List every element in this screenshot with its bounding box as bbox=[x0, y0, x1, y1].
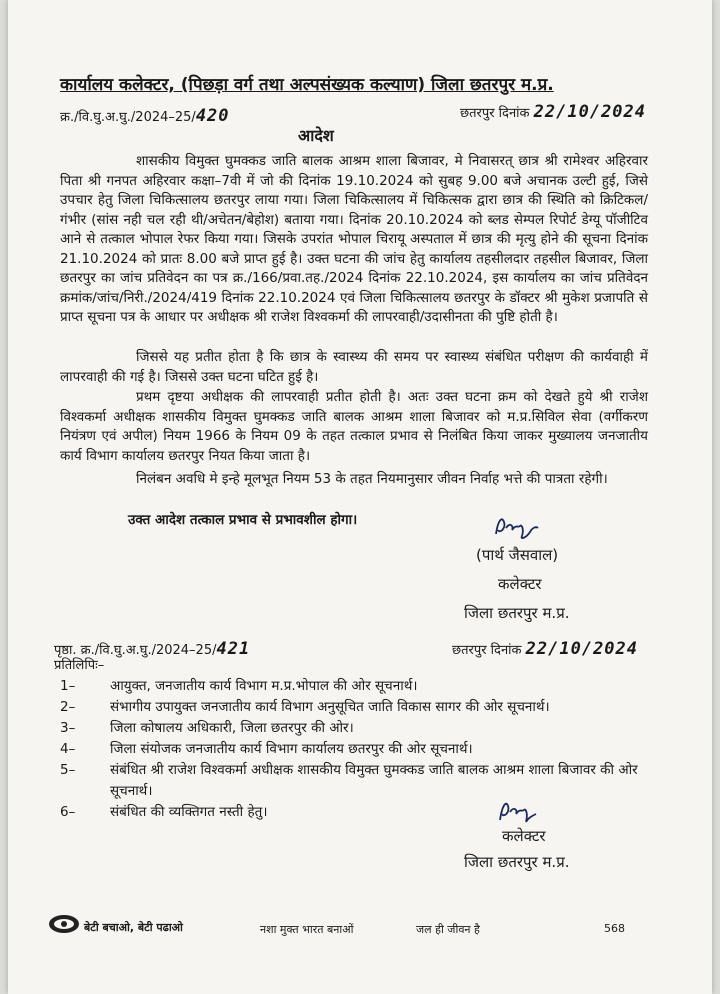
order-reference bbox=[60, 106, 230, 126]
endorsement-designation: कलेक्टर bbox=[502, 827, 546, 845]
endorsement-district: जिला छतरपुर म.प्र. bbox=[464, 853, 570, 871]
list-item bbox=[60, 760, 650, 802]
list-item-number: 1– bbox=[60, 678, 76, 694]
office-heading: कार्यालय कलेक्टर, (पिछड़ा वर्ग तथा अल्पसंख्यक कल्याण) जिला छतरपुर म.प्र. bbox=[60, 75, 554, 95]
list-item-text: संभागीय उपायुक्त जनजातीय कार्य विभाग अनुसूचित जाति विकास सागर की ओर सूचनार्थ। bbox=[110, 699, 550, 715]
list-item-text: जिला संयोजक जनजातीय कार्य विभाग कार्यालय छतरपुर की ओर सूचनार्थ। bbox=[110, 741, 473, 757]
signatory-designation: कलेक्टर bbox=[498, 575, 542, 593]
order-date-label: छतरपुर दिनांक bbox=[460, 106, 530, 121]
order-date bbox=[460, 102, 646, 122]
list-item bbox=[60, 676, 650, 697]
order-paragraph-4: निलंबन अवधि मे इन्हे मूलभूत नियम 53 के तहत नियमानुसार जीवन निर्वाह भत्ते की पात्रता रहेगी। bbox=[136, 471, 608, 487]
list-item bbox=[60, 739, 650, 760]
order-paragraph-1: शासकीय विमुक्त घुमक्कड जाति बालक आश्रम शाला बिजावर, मे निवासरत् छात्र श्री रामेश्वर अहिरवार पिता श्री गनपत अहिरवार कक्षा–7वी में जो की दिनांक 19.10.2024 को सुबह 9.00 बजे अचानक उल्टी हुई, जिसे उपचार हेतु जिला चिकित्सालय छतरपुर लाया गया। जिला चिकित्सालय में चिकित्सक द्वारा छात्र की स्थिति को क्रिटिकल/गंभीर (सांस नही चल रही थी/अचेतन/बेहोश) बताया गया। दिनांक 20.10.2024 को ब्लड सेम्पल रिपोर्ट डेग्यू पॉजीटिव आने से तत्काल भोपाल रेफर किया गया। जिसके उपरांत भोपाल चिरायू अस्पताल में छात्र की मृत्यु होने की सूचना दिनांक 21.10.2024 को प्रातः 8.00 बजे प्राप्त हुई है। उक्त घटना की जांच हेतु कार्यालय तहसीलदार तहसील बिजावर, जिला छतरपुर का जांच प्रतिवेदन का पत्र क्र./166/प्रवा.तह./2024 दिनांक 22.10.2024, इस कार्यालय का जांच प्रतिवेदन क्रमांक/जांच/निरी./2024/419 दिनांक 22.10.2024 एवं जिला चिकित्सालय छतरपुर के डॉक्टर श्री मुकेश प्रजापति से प्राप्त सूचना पत्र के आधार पर अधीक्षक श्री राजेश विश्वकर्मा की लापरवाही/उदासीनता की पुष्टि होती है। bbox=[60, 153, 648, 325]
footer-slogan-jal: जल ही जीवन है bbox=[416, 923, 480, 936]
list-item-number: 5– bbox=[60, 762, 76, 778]
list-item-number: 6– bbox=[60, 804, 76, 820]
list-item bbox=[60, 697, 650, 718]
endorsement-date-value: 22/10/2024 bbox=[525, 639, 639, 659]
endorsement-date-label: छतरपुर दिनांक bbox=[452, 643, 522, 658]
list-item-number: 3– bbox=[60, 720, 76, 736]
document-page bbox=[8, 0, 712, 994]
order-reference-prefix: क्र./वि.घु.अ.घु./2024–25/ bbox=[60, 110, 196, 125]
endorsement-signature bbox=[496, 796, 540, 826]
list-item bbox=[60, 802, 650, 823]
order-effect-line: उक्त आदेश तत्काल प्रभाव से प्रभावशील होगा। bbox=[128, 512, 358, 528]
endorsement-reference-prefix: पृष्ठा. क्र./वि.घु.अ.घु./2024–25/ bbox=[54, 643, 217, 658]
collector-signature bbox=[492, 512, 542, 542]
copy-to-list bbox=[60, 676, 650, 823]
list-item-number: 2– bbox=[60, 699, 76, 715]
beti-bachao-logo-icon bbox=[48, 914, 80, 934]
list-item bbox=[60, 718, 650, 739]
footer-slogan-nasha: नशा मुक्त भारत बनाओं bbox=[260, 923, 354, 936]
copy-to-label: प्रतिलिपिः– bbox=[54, 658, 105, 673]
order-paragraph-3: प्रथम दृष्टया अधीक्षक की लापरवाही प्रतीत होती है। अतः उक्त घटना क्रम को देखते हुये श्री राजेश विश्वकर्मा अधीक्षक शासकीय विमुक्त घुमक्कड जाति बालक आश्रम शाला बिजावर को म.प्र.सिविल सेवा (वर्गीकरण नियंत्रण एवं अपील) नियम 1966 के नियम 09 के तहत तत्काल प्रभाव से निलंबित किया जाकर मुख्यालय जनजातीय कार्य विभाग कार्यालय छतरपुर नियत किया जाता है। bbox=[60, 389, 648, 464]
list-item-text: संबंधित श्री राजेश विश्वकर्मा अधीक्षक शासकीय विमुक्त घुमक्कड जाति बालक आश्रम शाला बिजावर की ओर सूचनार्थ। bbox=[110, 762, 638, 799]
page-number: 568 bbox=[604, 922, 625, 935]
signatory-name: (पार्थ जैसवाल) bbox=[476, 546, 559, 564]
signatory-district: जिला छतरपुर म.प्र. bbox=[464, 604, 570, 622]
endorsement-reference-number: 421 bbox=[216, 639, 251, 659]
list-item-text: संबंधित की व्यक्तिगत नस्ती हेतु। bbox=[110, 804, 268, 820]
order-title: आदेश bbox=[298, 126, 334, 145]
order-paragraph-2: जिससे यह प्रतीत होता है कि छात्र के स्वास्थ्य की समय पर स्वास्थ्य संबंधित परीक्षण की कार्यवाही में लापरवाही की गई है। जिससे उक्त घटना घटित हुई है। bbox=[60, 349, 648, 385]
list-item-text: आयुक्त, जनजातीय कार्य विभाग म.प्र.भोपाल की ओर सूचनार्थ। bbox=[110, 678, 418, 694]
footer-slogan-beti: बेटी बचाओ, बेटी पढाओ bbox=[84, 921, 183, 934]
order-reference-number: 420 bbox=[195, 106, 230, 126]
list-item-number: 4– bbox=[60, 741, 76, 757]
order-date-value: 22/10/2024 bbox=[533, 102, 647, 122]
list-item-text: जिला कोषालय अधिकारी, जिला छतरपुर की ओर। bbox=[110, 720, 354, 736]
endorsement-date bbox=[452, 640, 638, 660]
